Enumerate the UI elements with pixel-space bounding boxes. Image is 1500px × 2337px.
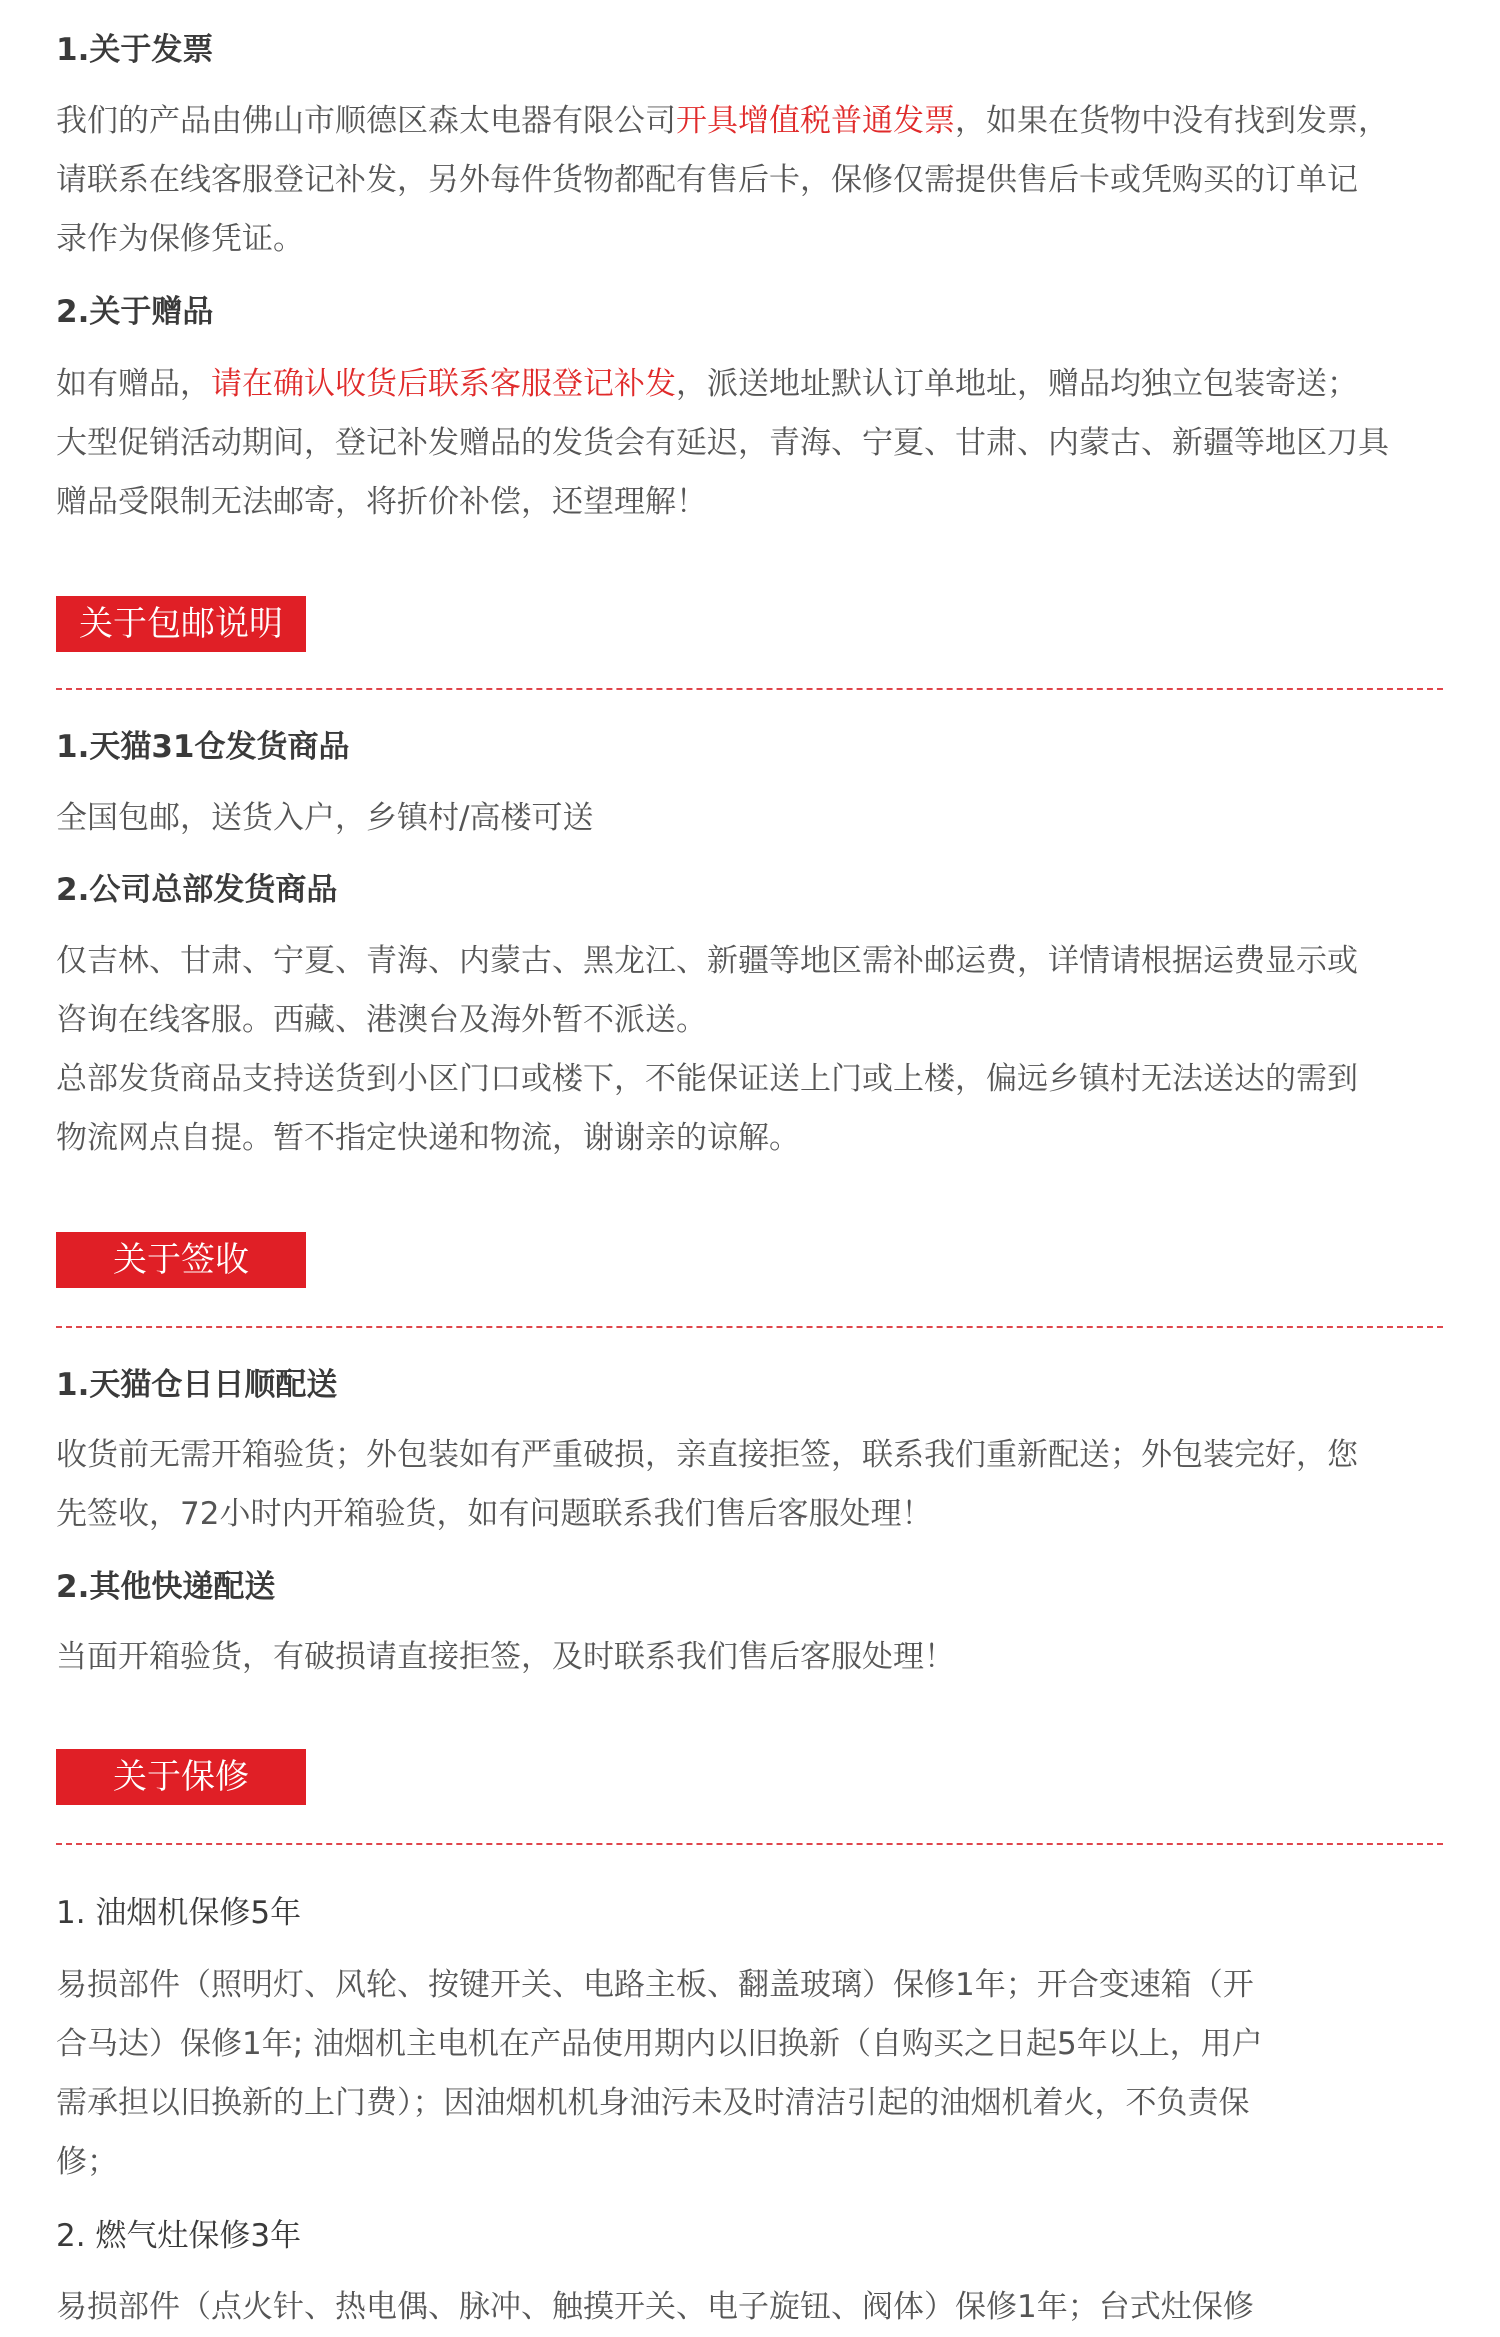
shipping-line-5: 物流网点自提。暂不指定快递和物流，谢谢亲的谅解。: [56, 1120, 800, 1156]
warranty-heading-2: 2. 燃气灶保修3年: [56, 2218, 302, 2254]
invoice-highlight: 开具增值税普通发票: [676, 103, 955, 139]
shipping-line-4: 总部发货商品支持送货到小区门口或楼下，不能保证送上门或上楼，偏远乡镇村无法送达的需到: [56, 1061, 1358, 1097]
warranty-paragraph-2: [56, 2278, 1456, 2337]
warranty-line-4: 修；: [56, 2144, 118, 2180]
signing-divider: [56, 1326, 1443, 1328]
gift-highlight: 请在确认收货后联系客服登记补发: [211, 366, 676, 402]
gift-heading: 2.关于赠品: [56, 294, 214, 330]
invoice-heading: 1.关于发票: [56, 32, 214, 68]
gift-paragraph: [56, 355, 1456, 532]
signing-paragraph-2: [56, 1628, 1456, 1687]
signing-line-2: 先签收，72小时内开箱验货，如有问题联系我们售后客服处理！: [56, 1496, 933, 1532]
signing-paragraph-1: [56, 1426, 1456, 1544]
invoice-line-2: 请联系在线客服登记补发，另外每件货物都配有售后卡，保修仅需提供售后卡或凭购买的订单记: [56, 162, 1358, 198]
invoice-line-1: [56, 92, 1456, 151]
warranty-divider: [56, 1843, 1443, 1845]
signing-section-badge: 关于签收: [56, 1232, 306, 1288]
invoice-text-post: ，如果在货物中没有找到发票，: [955, 103, 1389, 139]
warranty-heading-1: 1. 油烟机保修5年: [56, 1895, 302, 1931]
gift-line-3: 赠品受限制无法邮寄，将折价补偿，还望理解！: [56, 484, 707, 520]
gift-line-2: 大型促销活动期间，登记补发赠品的发货会有延迟，青海、宁夏、甘肃、内蒙古、新疆等地区刀具: [56, 425, 1389, 461]
gift-text-post: ，派送地址默认订单地址，赠品均独立包装寄送；: [676, 366, 1358, 402]
shipping-divider: [56, 688, 1443, 690]
shipping-line-3: 咨询在线客服。西藏、港澳台及海外暂不派送。: [56, 1002, 707, 1038]
gift-text-pre: 如有赠品，: [56, 366, 211, 402]
warranty-section-badge: 关于保修: [56, 1749, 306, 1805]
signing-line-1: 收货前无需开箱验货；外包装如有严重破损，亲直接拒签，联系我们重新配送；外包装完好，您: [56, 1437, 1358, 1473]
invoice-text-pre: 我们的产品由佛山市顺德区森太电器有限公司: [56, 103, 676, 139]
shipping-heading-2: 2.公司总部发货商品: [56, 872, 338, 908]
shipping-paragraph-2: [56, 932, 1456, 1168]
warranty-line-3: 需承担以旧换新的上门费）；因油烟机机身油污未及时清洁引起的油烟机着火，不负责保: [56, 2085, 1250, 2121]
shipping-paragraph-1: [56, 789, 1456, 848]
signing-line-3: 当面开箱验货，有破损请直接拒签，及时联系我们售后客服处理！: [56, 1639, 955, 1675]
warranty-line-1: 易损部件（照明灯、风轮、按键开关、电路主板、翻盖玻璃）保修1年；开合变速箱（开: [56, 1967, 1254, 2003]
shipping-line-2: 仅吉林、甘肃、宁夏、青海、内蒙古、黑龙江、新疆等地区需补邮运费，详情请根据运费显示或: [56, 943, 1358, 979]
shipping-line-1: 全国包邮，送货入户，乡镇村/高楼可送: [56, 800, 594, 836]
warranty-line-5: 易损部件（点火针、热电偶、脉冲、触摸开关、电子旋钮、阀体）保修1年；台式灶保修: [56, 2289, 1254, 2325]
shipping-heading-1: 1.天猫31仓发货商品: [56, 729, 350, 765]
warranty-line-2: 合马达）保修1年; 油烟机主电机在产品使用期内以旧换新（自购买之日起5年以上，用户: [56, 2026, 1263, 2062]
warranty-paragraph-1: [56, 1956, 1456, 2192]
invoice-paragraph: [56, 92, 1456, 269]
shipping-section-badge: 关于包邮说明: [56, 596, 306, 652]
signing-heading-1: 1.天猫仓日日顺配送: [56, 1367, 338, 1403]
invoice-line-3: 录作为保修凭证。: [56, 221, 304, 257]
gift-line-1: [56, 355, 1456, 414]
signing-heading-2: 2.其他快递配送: [56, 1569, 276, 1605]
